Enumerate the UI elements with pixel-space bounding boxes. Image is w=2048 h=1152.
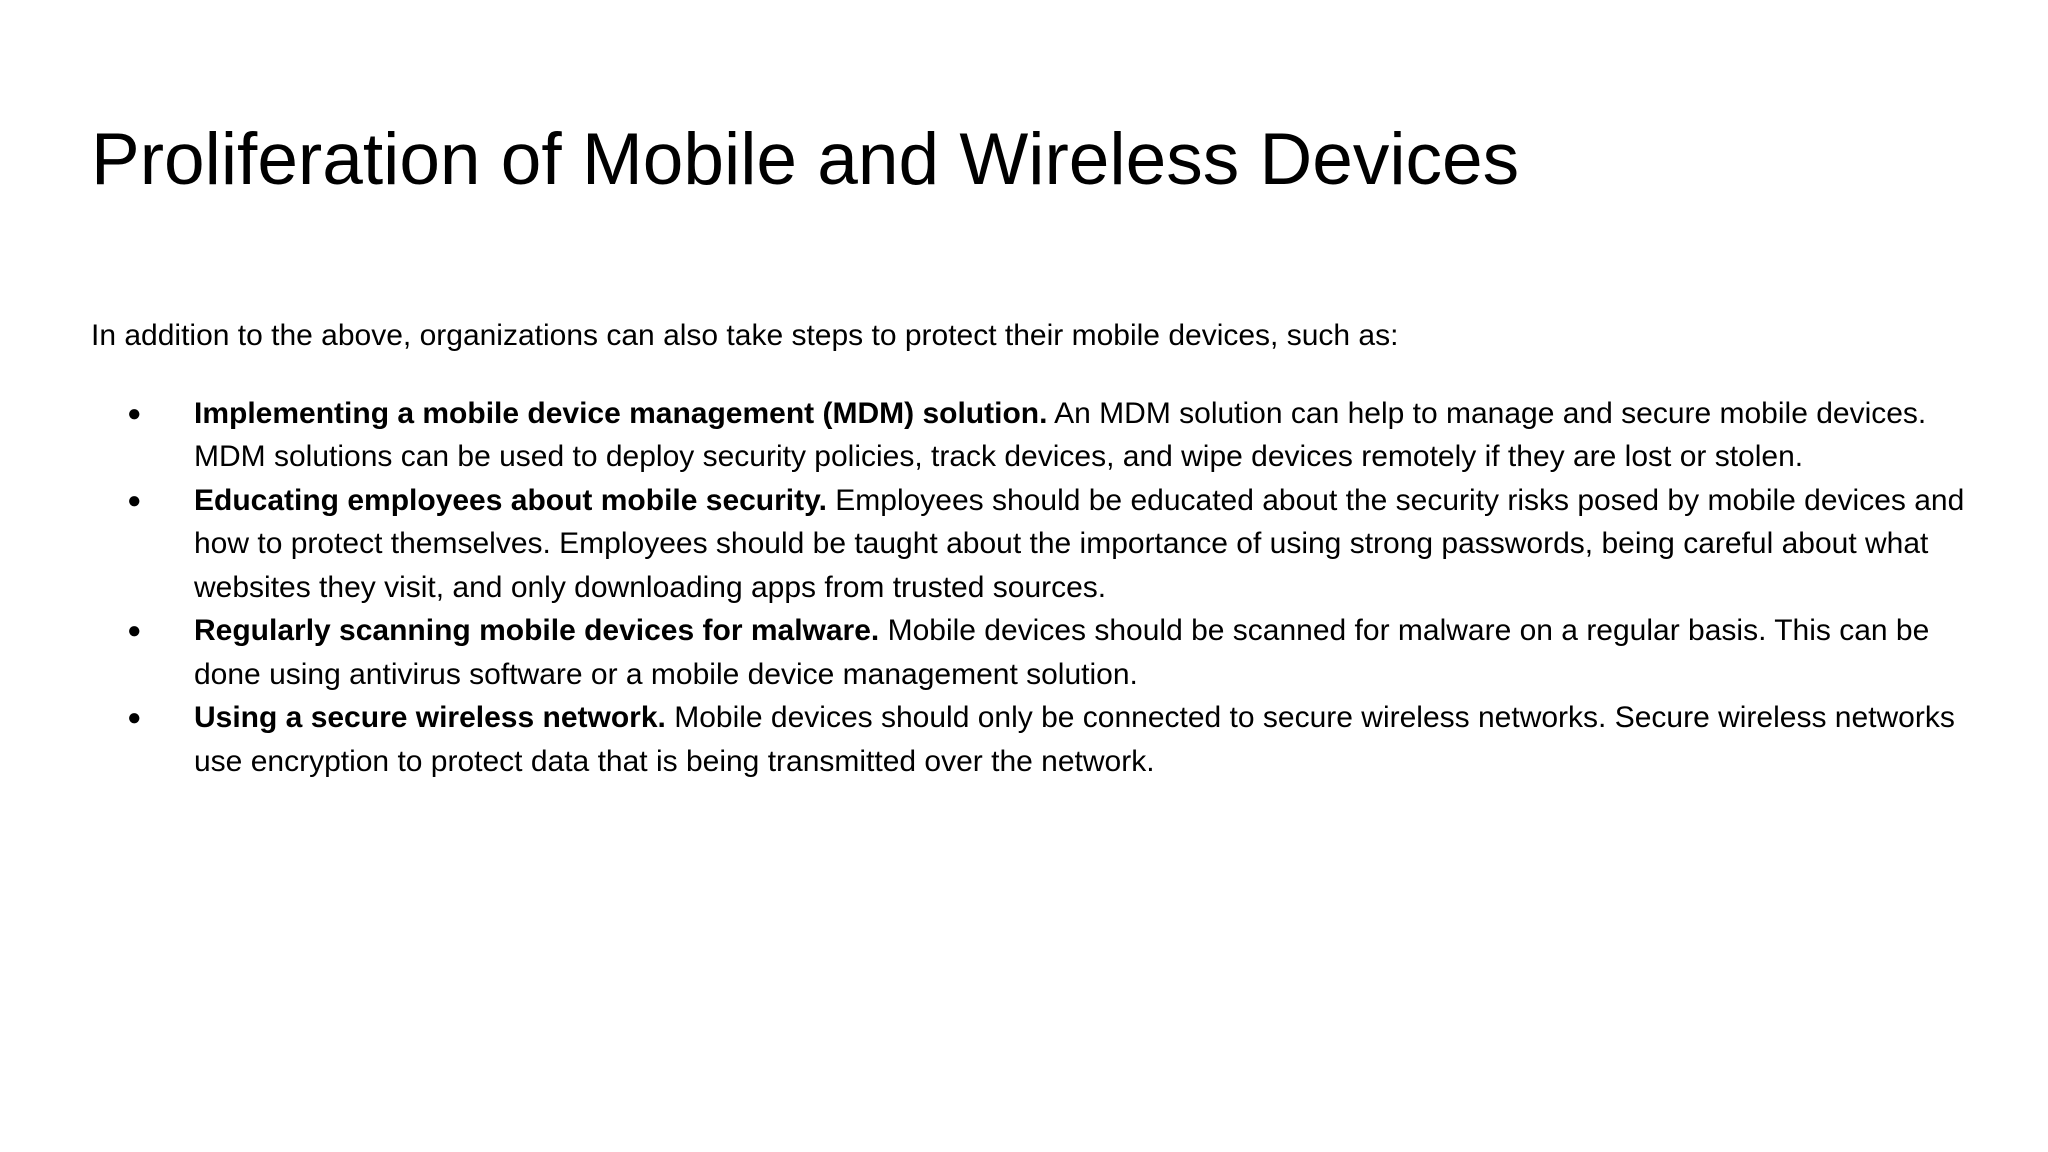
bullet-list (91, 392, 1991, 784)
slide-body (91, 314, 1991, 783)
bullet-heading: Implementing a mobile device management (MDM) solution. (194, 396, 1048, 430)
bullet-dot-icon: ● (127, 704, 142, 731)
bullet-heading: Using a secure wireless network. (194, 701, 666, 734)
bullet-text: Mobile devices should be scanned for malware on a regular basis. This can be done using antivirus software or a mobile device management solution. (194, 614, 1930, 691)
bullet-item-mdm (91, 392, 1971, 479)
bullet-text: An MDM solution can help to manage and secure mobile devices. MDM solutions can be used to deploy security policies, track devices, and wipe devices remotely if they are lost or stolen. (194, 396, 1927, 473)
bullet-item-education (91, 479, 1971, 610)
bullet-heading: Regularly scanning mobile devices for malware. (194, 614, 880, 647)
intro-paragraph: In addition to the above, organizations can also take steps to protect their mobile devices, such as: (91, 319, 1399, 352)
bullet-dot-icon: ● (127, 486, 142, 514)
bullet-item-malware-scan (91, 609, 1971, 696)
bullet-dot-icon: ● (127, 399, 142, 427)
bullet-text: Mobile devices should only be connected to secure wireless networks. Secure wireless networks use encryption to protect data that is being transmitted over the network. (194, 701, 1955, 778)
bullet-text: Employees should be educated about the security risks posed by mobile devices and how to protect themselves. Employees should be taught about the importance of using strong passwords, being careful about what websites they visit, and only downloading apps from trusted sources. (194, 483, 1965, 604)
bullet-item-secure-wireless (91, 696, 1971, 783)
bullet-dot-icon: ● (127, 617, 142, 644)
bullet-heading: Educating employees about mobile security. (194, 483, 827, 517)
slide-title: Proliferation of Mobile and Wireless Devices (91, 119, 1520, 200)
